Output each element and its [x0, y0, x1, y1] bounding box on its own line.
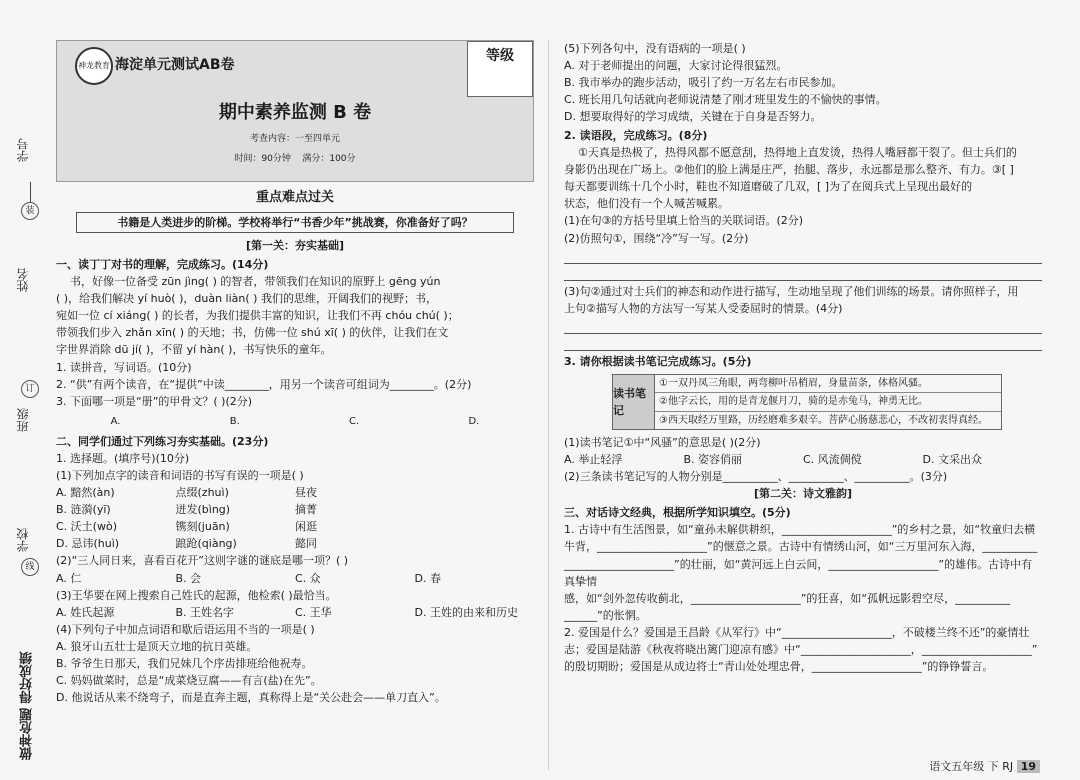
oracle-options	[56, 414, 534, 430]
subject-label: 语文五年级 下 RJ	[929, 760, 1014, 773]
option: 昼夜	[295, 486, 317, 500]
option: C. 沃土(wò)	[56, 520, 117, 534]
note-row: ③西天取经万里路，历经磨难多艰辛。菩萨心肠慈悲心，不改初衷得真经。	[659, 414, 988, 426]
full-score: 满分：100分	[302, 154, 356, 164]
notes-label: 读书笔记	[613, 375, 655, 430]
option: D. 王姓的由来和历史	[414, 605, 518, 619]
sub-question: (1)在句③的方括号里填上恰当的关联词语。(2分)	[564, 214, 804, 228]
school-label: 学校	[16, 528, 30, 552]
binding-circle: 线	[21, 558, 39, 576]
option: A. 姓氏起源	[56, 605, 115, 619]
option: D. 他说话从来不绕弯子，而是直奔主题，真称得上是“关公赴会——单刀直入”。	[56, 690, 446, 704]
left-column	[56, 40, 534, 760]
options-row	[56, 570, 534, 587]
passage-line: 字世界消除 dū jí( )，不留 yí hàn( )，书写快乐的童年。	[56, 343, 332, 357]
option: C. 班长用几句话就向老师说清楚了刚才班里发生的不愉快的事情。	[564, 93, 887, 107]
options-row	[564, 451, 1042, 468]
sub-question: (2)“三人同日来，喜看百花开”这则字谜的谜底是哪一项？( )	[56, 554, 349, 568]
option: B. 我市举办的跑步活动，吸引了约一万名左右市民参加。	[564, 76, 843, 90]
option: A. 举止轻浮	[564, 453, 623, 467]
poem-line: ____________________”的壮丽，如“黄河远上白云间，____________________”的雄伟。古诗中有真挚情	[564, 557, 1033, 588]
option: B. 涟漪(yī)	[56, 503, 111, 517]
option: D. 文采出众	[922, 453, 982, 467]
sub-question: 2. “供”有两个读音，在“提供”中读________，用另一个读音可组词为________。(2分)	[56, 377, 472, 391]
poem-line: 的殷切期盼；爱国是从成边将士“青山处处埋忠骨，____________________”的铮铮誓言。	[564, 659, 994, 673]
option: B. 会	[175, 571, 202, 585]
sub-question: 1. 选择题。(填序号)(10分)	[56, 452, 190, 466]
answer-line[interactable]	[564, 266, 1042, 281]
passage-line: ①天真是热极了，热得风都不愿意刮，热得地上直发烫，热得人嘴唇都干裂了。但士兵们的	[578, 146, 1017, 160]
option: C. 众	[295, 571, 321, 585]
note-row: ①一双丹凤三角眼，两弯柳叶吊梢眉，身量苗条，体格风骚。	[655, 375, 1001, 394]
binding-circle: 订	[21, 380, 39, 398]
passage-line: 带领我们步入 zhǎn xīn( ) 的天地；书，仿佛一位 shú xī( ) 的伙伴，让我们在文	[56, 326, 449, 340]
sub-question: (5)下列各句中，没有语病的一项是( )	[564, 42, 746, 55]
poem-line: 志；爱国是陆游《秋夜将晓出篱门迎凉有感》中“____________________，____________________”	[564, 642, 1038, 656]
option-d: D.	[468, 415, 480, 427]
poem-line: 2. 爱国是什么？爱国是王昌龄《从军行》中“____________________，不破楼兰终不还”的豪情壮	[564, 625, 1030, 639]
time-limit: 时间：90分钟	[234, 154, 291, 164]
answer-line[interactable]	[564, 319, 1042, 334]
poem-line: 1. 古诗中有生活图景，如“童孙未解供耕织，____________________”的乡村之景，如“牧童归去横	[564, 523, 1036, 537]
option: B. 王姓名字	[175, 605, 235, 619]
pass-title: [第一关：夯实基础]	[245, 239, 345, 253]
option: D. 春	[414, 571, 441, 585]
options-grid	[56, 484, 534, 552]
note-row: ②他字云长，用的是青龙偃月刀，骑的是赤兔马，神勇无比。	[655, 393, 1001, 412]
option-b: B.	[229, 415, 240, 427]
exam-header	[56, 40, 534, 182]
reading-notes-table	[612, 374, 1002, 431]
sub-question: (2)三条读书笔记写的人物分别是__________、__________、__________。(3分)	[564, 470, 948, 484]
answer-line[interactable]	[564, 336, 1042, 351]
sub-question: (2)仿照句①，围绕“冷”写一写。(2分)	[564, 231, 749, 245]
exam-scope: 考查内容：一至四单元	[249, 134, 340, 144]
question-title: 二、同学们通过下列练习夯实基础。(23分)	[56, 435, 269, 449]
question-title: 一、读丁丁对书的理解，完成练习。(14分)	[56, 258, 269, 272]
passage-line: ( )，给我们解决 yí huò( )，duàn liàn( ) 我们的思维，开阔我们的视野；书，	[56, 292, 437, 306]
passage-line: 书，好像一位备受 zūn jìng( ) 的智者，带领我们在知识的原野上 gēng yún	[70, 275, 441, 289]
sub-question: (3)句②通过对士兵们的神态和动作进行描写，生动地呈现了他们训练的场景。请你照样子，用	[564, 284, 1019, 298]
option: C. 王华	[295, 605, 332, 619]
poem-line: 感，如“剑外忽传收蓟北，____________________”的狂喜，如“孤帆远影碧空尽，__________	[564, 591, 1011, 605]
exam-meta	[57, 153, 533, 167]
options-row	[56, 604, 534, 621]
option: C. 妈妈做菜时，总是“成菜烧豆腐——有言(盐)在先”。	[56, 673, 322, 687]
page-gutter	[548, 40, 549, 770]
option: 闲逛	[295, 520, 317, 534]
option: A. 仁	[56, 571, 82, 585]
option: A. 黯然(àn)	[56, 486, 115, 500]
option: A. 对于老师提出的问题，大家讨论得很猛烈。	[564, 59, 788, 73]
passage-line: 每天都要训练十几个小时，鞋也不知道磨破了几双，[ ]为了在阅兵式上呈现出最好的	[564, 180, 973, 194]
option: D. 想要取得好的学习成绩，关键在于自身是否努力。	[564, 110, 822, 124]
student-id-label: 学号	[16, 138, 30, 162]
option: A. 狼牙山五壮士是顶天立地的抗日英雄。	[56, 639, 258, 653]
option: B. 姿容俏丽	[683, 453, 743, 467]
passage-line: 身影仍出现在广场上。②他们的脸上满是庄严，抬腿、落步，永远都是那么整齐、有力。③[ ]	[564, 163, 1014, 177]
option: C. 风流倜傥	[803, 453, 862, 467]
option: D. 忌讳(huì)	[56, 537, 120, 551]
sub-question: 上句②描写人物的方法写一写某人受委屈时的情景。(4分)	[564, 301, 843, 315]
sub-question: 1. 读拼音，写词语。(10分)	[56, 360, 192, 374]
grade-box: 等级	[467, 41, 533, 97]
exam-title: 期中素养监测 B 卷	[218, 102, 372, 123]
page-footer	[929, 758, 1040, 774]
publisher-logo: 神龙教育	[75, 47, 113, 85]
question-title: 三、对话诗文经典，根据所学知识填空。(5分)	[564, 506, 791, 520]
question-title: 3. 请你根据读书笔记完成练习。(5分)	[564, 354, 752, 368]
slogan-stamp: 做神危题 得好成绩	[20, 651, 35, 760]
sub-question: (4)下列句子中加点词语和歇后语运用不当的一项是( )	[56, 622, 315, 636]
answer-line[interactable]	[564, 249, 1042, 264]
page-number: 19	[1017, 760, 1040, 773]
series-title: 海淀单元测试AB卷	[115, 57, 235, 73]
option: 镌刻(juān)	[175, 520, 230, 534]
sub-question: (1)下列加点字的读音和词语的书写有误的一项是( )	[56, 469, 304, 483]
section-title: 重点难点过关	[255, 190, 334, 205]
passage-line: 宛如一位 cí xiáng( ) 的长者，为我们提供丰富的知识，让我们不再 chóu chú( )；	[56, 309, 459, 323]
sub-question: (3)王华要在网上搜索自己姓氏的起源，他检索( )最恰当。	[56, 588, 337, 602]
option-c: C.	[349, 415, 360, 427]
option: 懿同	[295, 537, 317, 551]
option: B. 爷爷生日那天，我们兄妹几个序齿排班给他祝寿。	[56, 656, 313, 670]
option-a: A.	[110, 415, 121, 427]
banner: 书籍是人类进步的阶梯。学校将举行“书香少年”挑战赛，你准备好了吗？	[76, 212, 514, 233]
question-title: 2. 读语段，完成练习。(8分)	[564, 129, 708, 143]
sub-question: (1)读书笔记①中“风骚”的意思是( )(2分)	[564, 436, 761, 450]
name-label: 姓名	[16, 268, 30, 292]
option: 点缀(zhuì)	[175, 486, 229, 500]
binding-circle: 装	[21, 202, 39, 220]
passage-line: 状态，他们没有一个人喊苦喊累。	[564, 197, 729, 211]
pass-title: [第二关：诗文雅韵]	[753, 487, 853, 501]
poem-line: ______”的怅惘。	[564, 608, 647, 622]
option: 摘菁	[295, 503, 317, 517]
right-column	[564, 40, 1042, 760]
class-label: 班级	[16, 408, 30, 432]
poem-line: 牛背，____________________”的惬意之景。古诗中有情绣山河，如“三万里河东入海，__________	[564, 540, 1038, 554]
sub-question: 3. 下面哪一项是“册”的甲骨文？( )(2分)	[56, 394, 253, 408]
option: 踉跄(qiàng)	[175, 537, 237, 551]
option: 迸发(bìng)	[175, 503, 231, 517]
